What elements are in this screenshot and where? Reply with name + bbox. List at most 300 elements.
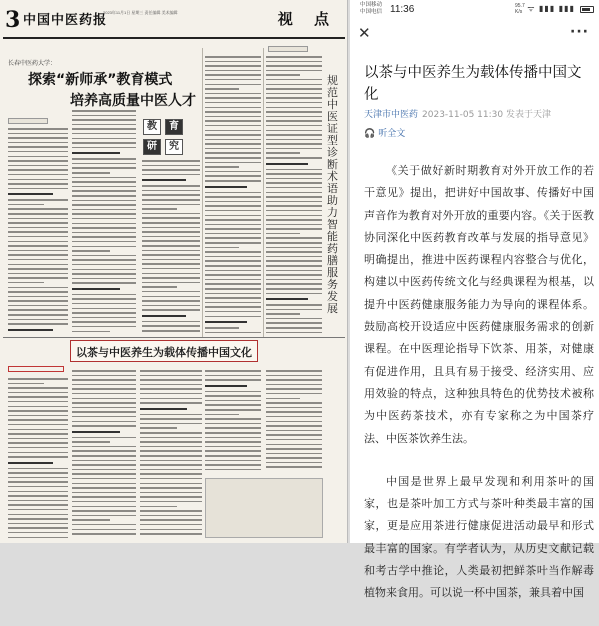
text-line: [142, 165, 200, 167]
text-line: [142, 250, 200, 252]
text-line: [8, 309, 68, 311]
text-line: [266, 444, 322, 446]
text-line: [72, 250, 110, 252]
vertical-headline: 规范中医证型诊断术语 助力智能药膳服务发展: [327, 74, 338, 315]
education-research-stamp: [143, 119, 189, 155]
article-date: 2023-11-05 11:30 发表于天津: [422, 110, 551, 120]
text-line: [8, 264, 68, 266]
text-line: [205, 93, 261, 95]
text-line: [72, 236, 136, 238]
text-line: [266, 260, 322, 262]
text-line: [8, 527, 68, 529]
text-line: [205, 162, 261, 164]
text-line: [205, 370, 261, 372]
text-line: [8, 537, 68, 539]
text-line: [8, 254, 68, 256]
text-line: [266, 293, 322, 295]
text-line: [140, 437, 202, 439]
text-line: [140, 423, 202, 425]
text-line: [72, 416, 136, 418]
text-line: [8, 250, 68, 252]
stamp-char: 育: [165, 119, 183, 135]
text-line: [205, 79, 261, 81]
text-line: [8, 128, 68, 130]
battery-icon: [580, 6, 594, 13]
text-line: [8, 447, 68, 449]
section-title: 视 点: [277, 10, 337, 28]
text-line: [72, 269, 136, 271]
text-line: [266, 152, 300, 154]
text-line: [8, 156, 68, 158]
signal-icon: ᯤ ▮▮▮ ▮▮▮: [527, 4, 575, 13]
text-line: [8, 442, 68, 444]
text-line: [8, 514, 68, 516]
text-line: [205, 192, 261, 194]
text-line: [266, 143, 322, 145]
text-line: [266, 125, 322, 127]
text-line: [140, 388, 202, 390]
section-divider: [3, 337, 345, 338]
article-source-link[interactable]: 天津市中医药: [364, 110, 419, 120]
text-line: [205, 148, 261, 150]
text-line: [205, 70, 261, 72]
article-title: 以茶与中医养生为载体传播中国文化: [364, 65, 582, 103]
text-line: [140, 414, 202, 416]
text-line: [8, 481, 68, 483]
text-line: [205, 116, 261, 118]
text-line: [266, 182, 322, 184]
newspaper-masthead: 中国中医药报: [23, 13, 108, 28]
text-line: [72, 288, 120, 290]
text-line: [8, 193, 53, 195]
text-line: [8, 213, 68, 215]
text-line: [8, 495, 68, 497]
text-line: [266, 270, 322, 272]
text-line: [205, 321, 247, 323]
text-line: [8, 452, 68, 454]
text-line: [266, 157, 322, 159]
text-line: [205, 400, 261, 402]
text-line: [266, 466, 322, 468]
text-line: [205, 427, 261, 429]
text-line: [205, 88, 239, 90]
text-line: [8, 241, 68, 243]
text-line: [266, 215, 322, 217]
text-line: [266, 388, 322, 390]
text-column: [266, 370, 322, 475]
text-line: [205, 306, 261, 308]
text-line: [266, 298, 308, 300]
text-line: [8, 378, 68, 380]
listen-label: 听全文: [378, 129, 406, 139]
text-line: [8, 227, 68, 229]
headline-line-2: 培养高质量中医人才: [70, 93, 196, 109]
text-line: [8, 222, 68, 224]
text-line: [205, 455, 261, 457]
text-line: [8, 151, 68, 153]
text-line: [140, 469, 202, 471]
text-line: [266, 309, 322, 311]
text-line: [72, 375, 136, 377]
text-line: [266, 130, 322, 132]
text-line: [8, 133, 68, 135]
text-line: [205, 134, 261, 136]
sidebar-box: [205, 478, 323, 538]
text-line: [8, 472, 68, 474]
text-line: [266, 139, 322, 141]
text-line: [140, 460, 202, 462]
text-line: [142, 286, 177, 288]
text-line: [205, 130, 261, 132]
text-line: [266, 265, 322, 267]
text-line: [205, 311, 261, 313]
text-line: [8, 188, 68, 190]
text-line: [142, 222, 200, 224]
column-divider: [202, 48, 203, 338]
text-line: [72, 441, 110, 443]
text-line: [205, 97, 261, 99]
text-line: [8, 204, 44, 206]
close-icon[interactable]: ✕: [358, 24, 371, 42]
text-line: [266, 116, 322, 118]
text-line: [72, 402, 136, 404]
stamp-char: 研: [143, 139, 161, 155]
text-column: [140, 370, 202, 540]
text-line: [72, 331, 110, 333]
text-line: [72, 506, 136, 508]
text-line: [266, 332, 322, 334]
text-line: [205, 270, 261, 272]
byline-tag: [8, 118, 48, 124]
text-line: [8, 231, 68, 233]
text-column: [205, 370, 261, 475]
text-line: [8, 314, 68, 316]
text-line: [72, 398, 136, 400]
text-line: [8, 291, 68, 293]
text-line: [205, 464, 261, 466]
text-line: [72, 209, 136, 211]
text-line: [72, 200, 136, 202]
text-line: [140, 450, 202, 452]
text-line: [266, 134, 322, 136]
text-column: [72, 110, 136, 333]
text-line: [266, 163, 308, 165]
text-line: [205, 265, 261, 267]
text-line: [8, 415, 68, 417]
text-line: [266, 430, 322, 432]
text-line: [266, 65, 322, 67]
text-line: [142, 240, 200, 242]
text-line: [266, 169, 322, 171]
text-line: [266, 375, 322, 377]
text-line: [205, 423, 261, 425]
text-column: [266, 56, 322, 333]
text-line: [205, 166, 239, 168]
text-line: [205, 409, 261, 411]
text-line: [8, 218, 68, 220]
text-line: [205, 327, 239, 329]
text-line: [8, 208, 68, 210]
text-line: [266, 384, 322, 386]
article-paragraph: 中国是世界上最早发现和利用茶叶的国家，也是茶叶加工方式与茶叶种类最丰富的国家，更是应用茶进行健康促进活动最早和形式最丰富的国家。有学者认为，从历史文献记载和考古学中推论，人类最初把鲜茶叶当作解毒植物来食用。可以说一杯中国茶，兼具着中国: [364, 474, 594, 600]
carrier-2: 中国电信: [360, 9, 383, 15]
text-line: [142, 321, 200, 323]
text-line: [72, 515, 136, 517]
headline-kicker: 长春中医药大学：: [8, 60, 57, 67]
listen-button[interactable]: [364, 126, 405, 139]
text-line: [72, 213, 136, 215]
text-line: [266, 210, 322, 212]
text-line: [8, 383, 44, 385]
text-line: [205, 375, 261, 377]
text-line: [72, 138, 136, 140]
text-line: [266, 434, 322, 436]
text-line: [72, 282, 136, 284]
text-line: [205, 175, 261, 177]
text-line: [140, 478, 202, 480]
text-line: [205, 56, 261, 58]
text-line: [8, 277, 68, 279]
text-line: [8, 468, 68, 470]
text-line: [205, 469, 261, 471]
text-line: [205, 316, 261, 318]
text-line: [140, 464, 202, 466]
text-line: [8, 165, 68, 167]
text-line: [72, 464, 136, 466]
text-line: [142, 277, 200, 279]
text-line: [142, 273, 200, 275]
text-line: [140, 384, 202, 386]
text-line: [72, 172, 110, 174]
text-line: [266, 327, 322, 329]
text-line: [142, 227, 200, 229]
text-line: [140, 370, 202, 372]
text-line: [140, 379, 202, 381]
text-line: [266, 421, 322, 423]
text-line: [72, 255, 136, 257]
text-line: [205, 102, 261, 104]
text-line: [205, 233, 261, 235]
text-line: [8, 486, 68, 488]
text-line: [8, 236, 68, 238]
text-line: [266, 111, 322, 113]
text-line: [72, 218, 136, 220]
text-line: [72, 533, 136, 535]
text-line: [266, 411, 322, 413]
text-line: [205, 237, 261, 239]
text-line: [205, 228, 261, 230]
text-line: [140, 441, 202, 443]
mobile-article-view: [350, 0, 599, 600]
text-line: [72, 496, 136, 498]
text-line: [8, 300, 68, 302]
text-line: [266, 173, 322, 175]
text-line: [8, 183, 68, 185]
text-line: [72, 294, 136, 296]
text-line: [142, 185, 200, 187]
text-line: [8, 523, 68, 525]
text-line: [72, 425, 136, 427]
text-line: [266, 462, 322, 464]
article-paragraph: 《关于做好新时期教育对外开放工作的若干意见》提出，把讲好中国故事、传播好中国声音作为教育对外开放的重要内容。《关于医教协同深化中医药教育改革与发展的指导意见》明确提出，推进中医药课程内容整合与优化，构建以中医药传统文化与经典课程为根基，以提升中医药健康服务能力为导向的课程体系。鼓励高校开设适应中医药健康服务需求的创新课程。在中医理论指导下饮茶、用茶，对健康有促进作用，且具有易于接受、经济实用、应用效验的特点，这种独具特色的优势技术被称为中医药茶技术，亦有专家称之为中国茶疗法、中医茶饮养生法。: [364, 164, 594, 445]
text-line: [142, 160, 200, 162]
text-line: [266, 251, 322, 253]
text-line: [72, 190, 136, 192]
text-line: [266, 393, 322, 395]
text-line: [205, 111, 261, 113]
text-line: [72, 473, 136, 475]
text-line: [72, 524, 136, 526]
text-line: [142, 169, 200, 171]
text-line: [142, 305, 200, 307]
text-line: [140, 398, 202, 400]
text-line: [140, 515, 202, 517]
text-line: [266, 192, 322, 194]
text-line: [72, 388, 136, 390]
text-line: [205, 441, 261, 443]
text-line: [266, 448, 322, 450]
text-line: [140, 473, 202, 475]
text-line: [266, 379, 322, 381]
text-line: [140, 519, 202, 521]
text-line: [140, 501, 202, 503]
text-line: [266, 196, 322, 198]
text-line: [72, 147, 136, 149]
text-column: [205, 56, 261, 333]
text-line: [72, 264, 136, 266]
text-line: [8, 329, 53, 331]
text-line: [266, 279, 322, 281]
text-line: [205, 171, 261, 173]
text-line: [72, 278, 136, 280]
text-line: [266, 84, 322, 86]
text-line: [140, 427, 177, 429]
text-line: [8, 245, 68, 247]
text-line: [72, 177, 136, 179]
text-line: [142, 213, 200, 215]
text-line: [142, 179, 186, 181]
text-line: [142, 231, 200, 233]
text-line: [8, 429, 68, 431]
text-line: [266, 219, 322, 221]
text-line: [266, 205, 322, 207]
text-line: [140, 510, 202, 512]
page-number: 3: [5, 7, 21, 33]
text-line: [205, 404, 261, 406]
text-column: [72, 370, 136, 540]
text-line: [205, 205, 261, 207]
text-line: [8, 305, 68, 307]
text-line: [205, 251, 261, 253]
text-line: [266, 224, 322, 226]
byline-tag: [268, 46, 308, 52]
article-meta: [364, 110, 594, 121]
text-line: [266, 256, 322, 258]
text-line: [72, 370, 136, 372]
text-line: [266, 61, 322, 63]
text-line: [72, 519, 110, 521]
text-line: [205, 201, 261, 203]
text-line: [205, 157, 261, 159]
text-line: [142, 194, 200, 196]
text-line: [266, 187, 322, 189]
text-line: [140, 524, 202, 526]
text-line: [8, 174, 68, 176]
text-line: [142, 282, 200, 284]
text-line: [72, 421, 136, 423]
network-speed: 95.7 K/s: [515, 3, 525, 15]
text-line: [72, 303, 136, 305]
text-line: [72, 317, 136, 319]
text-line: [205, 120, 261, 122]
text-line: [205, 446, 261, 448]
text-line: [266, 439, 322, 441]
text-line: [142, 330, 200, 332]
text-line: [72, 115, 136, 117]
text-line: [266, 102, 322, 104]
text-line: [72, 312, 136, 314]
text-line: [205, 107, 261, 109]
text-line: [72, 167, 136, 169]
text-line: [8, 419, 68, 421]
text-line: [72, 478, 136, 480]
text-line: [72, 119, 136, 121]
text-line: [266, 97, 322, 99]
text-line: [266, 93, 322, 95]
text-line: [72, 450, 136, 452]
text-line: [142, 296, 200, 298]
text-line: [266, 120, 322, 122]
text-line: [205, 186, 247, 188]
text-line: [140, 402, 202, 404]
text-line: [140, 432, 202, 434]
text-line: [8, 396, 68, 398]
text-line: [205, 196, 261, 198]
text-line: [72, 181, 136, 183]
text-line: [266, 402, 322, 404]
text-line: [266, 457, 322, 459]
text-column: [142, 160, 200, 333]
text-line: [142, 300, 200, 302]
headphones-icon: 🎧: [364, 129, 376, 139]
text-line: [205, 247, 239, 249]
text-line: [8, 323, 68, 325]
stamp-char: 教: [143, 119, 161, 135]
text-line: [205, 450, 261, 452]
text-line: [205, 279, 261, 281]
text-line: [205, 219, 261, 221]
text-line: [266, 237, 322, 239]
text-line: [72, 510, 136, 512]
text-line: [72, 326, 136, 328]
text-line: [72, 246, 136, 248]
text-line: [205, 379, 261, 381]
text-line: [266, 74, 300, 76]
text-column: [8, 128, 68, 333]
text-line: [72, 204, 136, 206]
text-line: [72, 128, 136, 130]
text-line: [8, 477, 68, 479]
text-line: [72, 446, 136, 448]
text-line: [205, 437, 261, 439]
headline-line-1: 探索“新师承”教育模式: [28, 72, 173, 88]
more-options-icon[interactable]: ···: [570, 24, 589, 40]
text-line: [8, 160, 68, 162]
text-line: [72, 273, 136, 275]
text-line: [8, 259, 68, 261]
text-line: [142, 309, 200, 311]
text-line: [140, 393, 202, 395]
